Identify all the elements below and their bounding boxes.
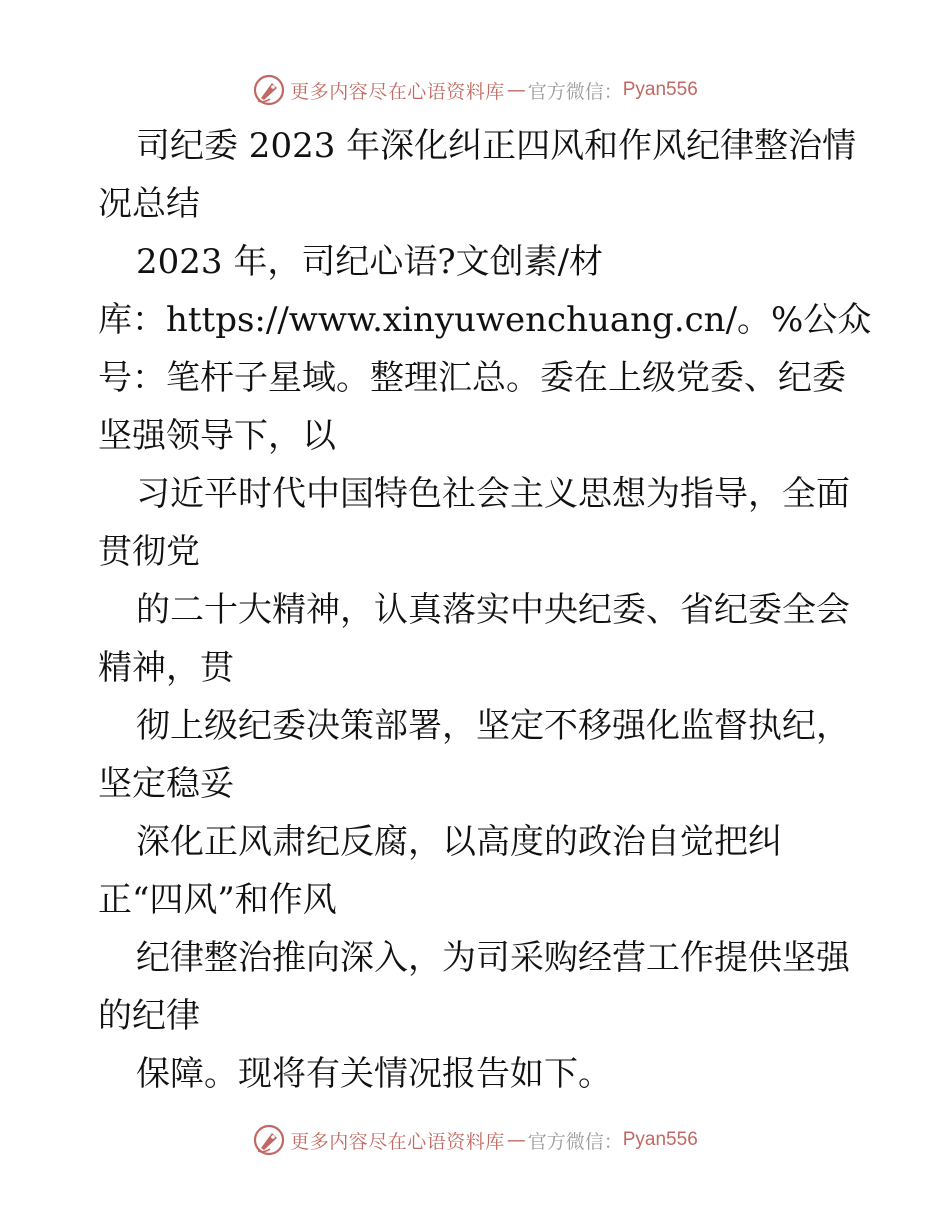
banner-wechat-label: 官方微信： <box>527 80 623 103</box>
watermark-banner-bottom <box>0 1120 950 1160</box>
banner-prefix: 更多内容尽在心语资料库 <box>290 1130 505 1153</box>
text-line: 库：https://www.xinyuwenchuang.cn/。%公众 <box>98 300 872 340</box>
banner-separator: — <box>506 1129 526 1151</box>
pen-nib-logo-icon <box>252 73 286 107</box>
text-line: 正“四风”和作风 <box>98 880 337 920</box>
banner-separator: — <box>506 79 526 101</box>
text-line: 精神，贯 <box>98 648 234 688</box>
text-line: 坚定稳妥 <box>98 764 234 804</box>
text-line: 纪律整治推向深入，为司采购经营工作提供坚强 <box>136 938 850 978</box>
text-line: 号：笔杆子星域。整理汇总。委在上级党委、纪委 <box>98 358 846 398</box>
text-line: 深化正风肃纪反腐，以高度的政治自觉把纠 <box>136 822 782 862</box>
banner-wechat-id: Pyan556 <box>622 1129 698 1150</box>
text-line: 的二十大精神，认真落实中央纪委、省纪委全会 <box>136 590 850 630</box>
text-line: 的纪律 <box>98 996 200 1036</box>
banner-prefix: 更多内容尽在心语资料库 <box>290 80 505 103</box>
document-body <box>98 117 872 1103</box>
text-line: 2023 年，司纪心语?文创素/材 <box>136 242 604 282</box>
watermark-banner-top <box>0 70 950 110</box>
text-line: 习近平时代中国特色社会主义思想为指导，全面 <box>136 474 850 514</box>
text-line: 彻上级纪委决策部署，坚定不移强化监督执纪， <box>136 706 850 746</box>
pen-nib-logo-icon <box>252 1123 286 1157</box>
text-line: 贯彻党 <box>98 532 200 572</box>
banner-wechat-id: Pyan556 <box>622 79 698 100</box>
title-line-1: 司纪委 2023 年深化纠正四风和作风纪律整治情 <box>136 126 857 166</box>
text-line: 坚强领导下，以 <box>98 416 336 456</box>
text-line: 保障。现将有关情况报告如下。 <box>136 1054 612 1094</box>
banner-wechat-label: 官方微信： <box>527 1130 623 1153</box>
title-line-2: 况总结 <box>98 184 200 224</box>
